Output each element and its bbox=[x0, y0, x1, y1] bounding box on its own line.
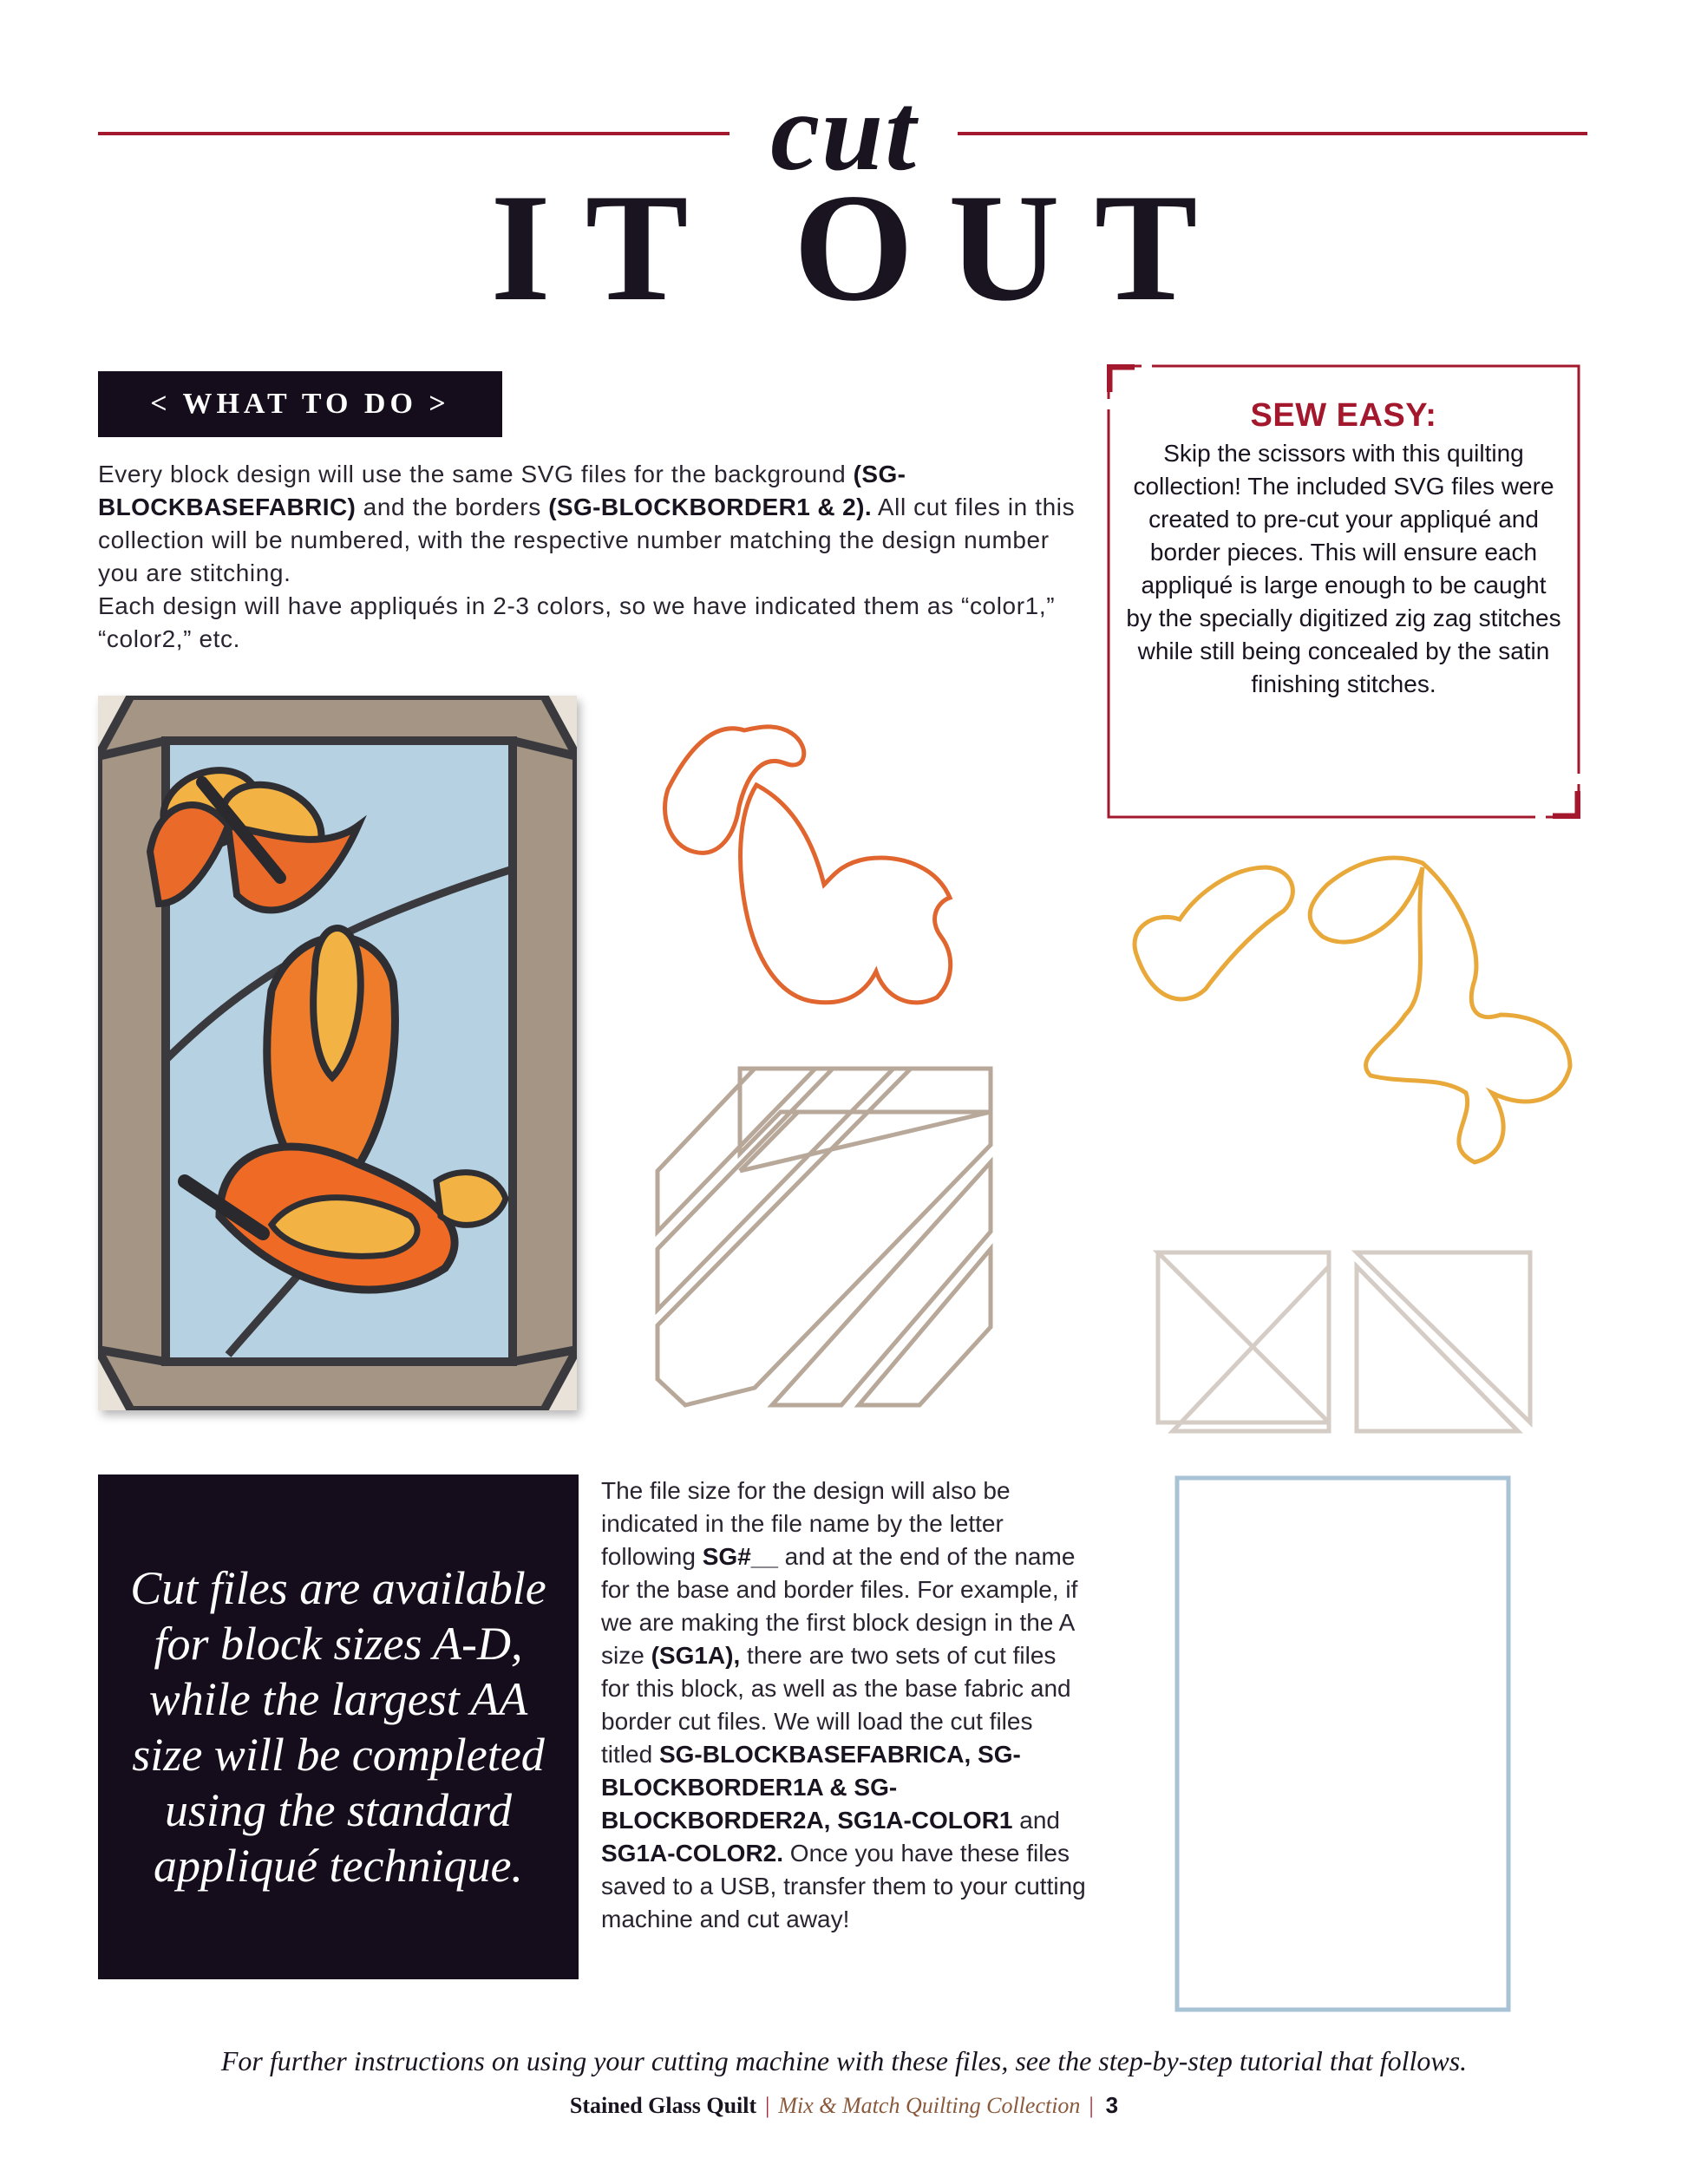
blue-base-fabric-outline bbox=[1177, 1478, 1508, 2010]
file-size-t5: Once you have these files saved to a USB, transfer them to your cutting machine and cut away! bbox=[601, 1840, 1086, 1932]
file-size-t3: there are two sets of cut files for this block, as well as the base fabric and border cut files. We will load the cut files titled bbox=[601, 1642, 1071, 1768]
page-title-it-out: IT OUT bbox=[490, 161, 1233, 333]
quote-text: Cut files are available for block sizes A-D, while the largest AA size will be completed using the standard appliqué technique. bbox=[130, 1562, 546, 1892]
sew-easy-box bbox=[1107, 364, 1580, 819]
quote-block bbox=[98, 1475, 579, 1979]
intro-text bbox=[98, 458, 1087, 656]
file-size-t2: and at the end of the name for the base and border files. For example, if we are making the first block design in the A size bbox=[601, 1543, 1078, 1669]
intro-p1-d: (SG-BLOCKBORDER1 & 2). bbox=[548, 494, 873, 520]
page-number: 3 bbox=[1105, 2092, 1119, 2118]
file-size-text bbox=[601, 1475, 1087, 1936]
file-size-b4: SG1A-COLOR2. bbox=[601, 1840, 784, 1867]
file-size-t1: The file size for the design will also be indicated in the file name by the letter following bbox=[601, 1477, 1011, 1570]
sew-easy-body: Skip the scissors with this quilting collection! The included SVG files were created to pre-cut your appliqué and border pieces. This will ensure each appliqué is large enough to be caught by the specially digitized zig zag stitches while still being concealed by the satin finishing stitches. bbox=[1126, 440, 1561, 697]
footer-title: Stained Glass Quilt bbox=[569, 2093, 757, 2118]
file-size-b3: SG-BLOCKBASEFABRICA, SG-BLOCKBORDER1A & SG-BLOCKBORDER2A, SG1A-COLOR1 bbox=[601, 1741, 1021, 1834]
footer-separator: | bbox=[765, 2093, 770, 2118]
page-title-cut: cut bbox=[770, 70, 918, 193]
intro-p2: Each design will have appliqués in 2-3 colors, so we have indicated them as “color1,” “color2,” etc. bbox=[98, 592, 1056, 652]
page-footer bbox=[0, 2092, 1688, 2119]
pale-triangle-outline bbox=[1158, 1252, 1530, 1431]
intro-p1-c: and the borders bbox=[356, 494, 549, 520]
stained-glass-butterfly-photo bbox=[98, 696, 577, 1410]
file-size-b1: SG#__ bbox=[702, 1543, 778, 1570]
sew-easy-title: SEW EASY: bbox=[1250, 397, 1437, 434]
file-size-b2: (SG1A), bbox=[651, 1642, 741, 1669]
intro-p1-e: All cut files in this collection will be numbered, with the respective number matching the design number you are stitching. bbox=[98, 494, 1076, 586]
footer-note: For further instructions on using your cutting machine with these files, see the step-by-step tutorial that follows. bbox=[220, 2045, 1468, 2076]
footer-separator-2: | bbox=[1089, 2093, 1094, 2118]
orange-applique-outline bbox=[665, 727, 951, 1003]
intro-p1-b: (SG-BLOCKBASEFABRIC) bbox=[98, 461, 906, 520]
yellow-applique-outline bbox=[1135, 858, 1570, 1162]
file-size-t4: and bbox=[1012, 1807, 1060, 1834]
footer-subtitle: Mix & Match Quilting Collection bbox=[778, 2093, 1081, 2118]
intro-p1-a: Every block design will use the same SVG files for the background bbox=[98, 461, 854, 487]
what-to-do-badge: < WHAT TO DO > bbox=[98, 371, 502, 437]
taupe-border-outline bbox=[658, 1069, 991, 1405]
